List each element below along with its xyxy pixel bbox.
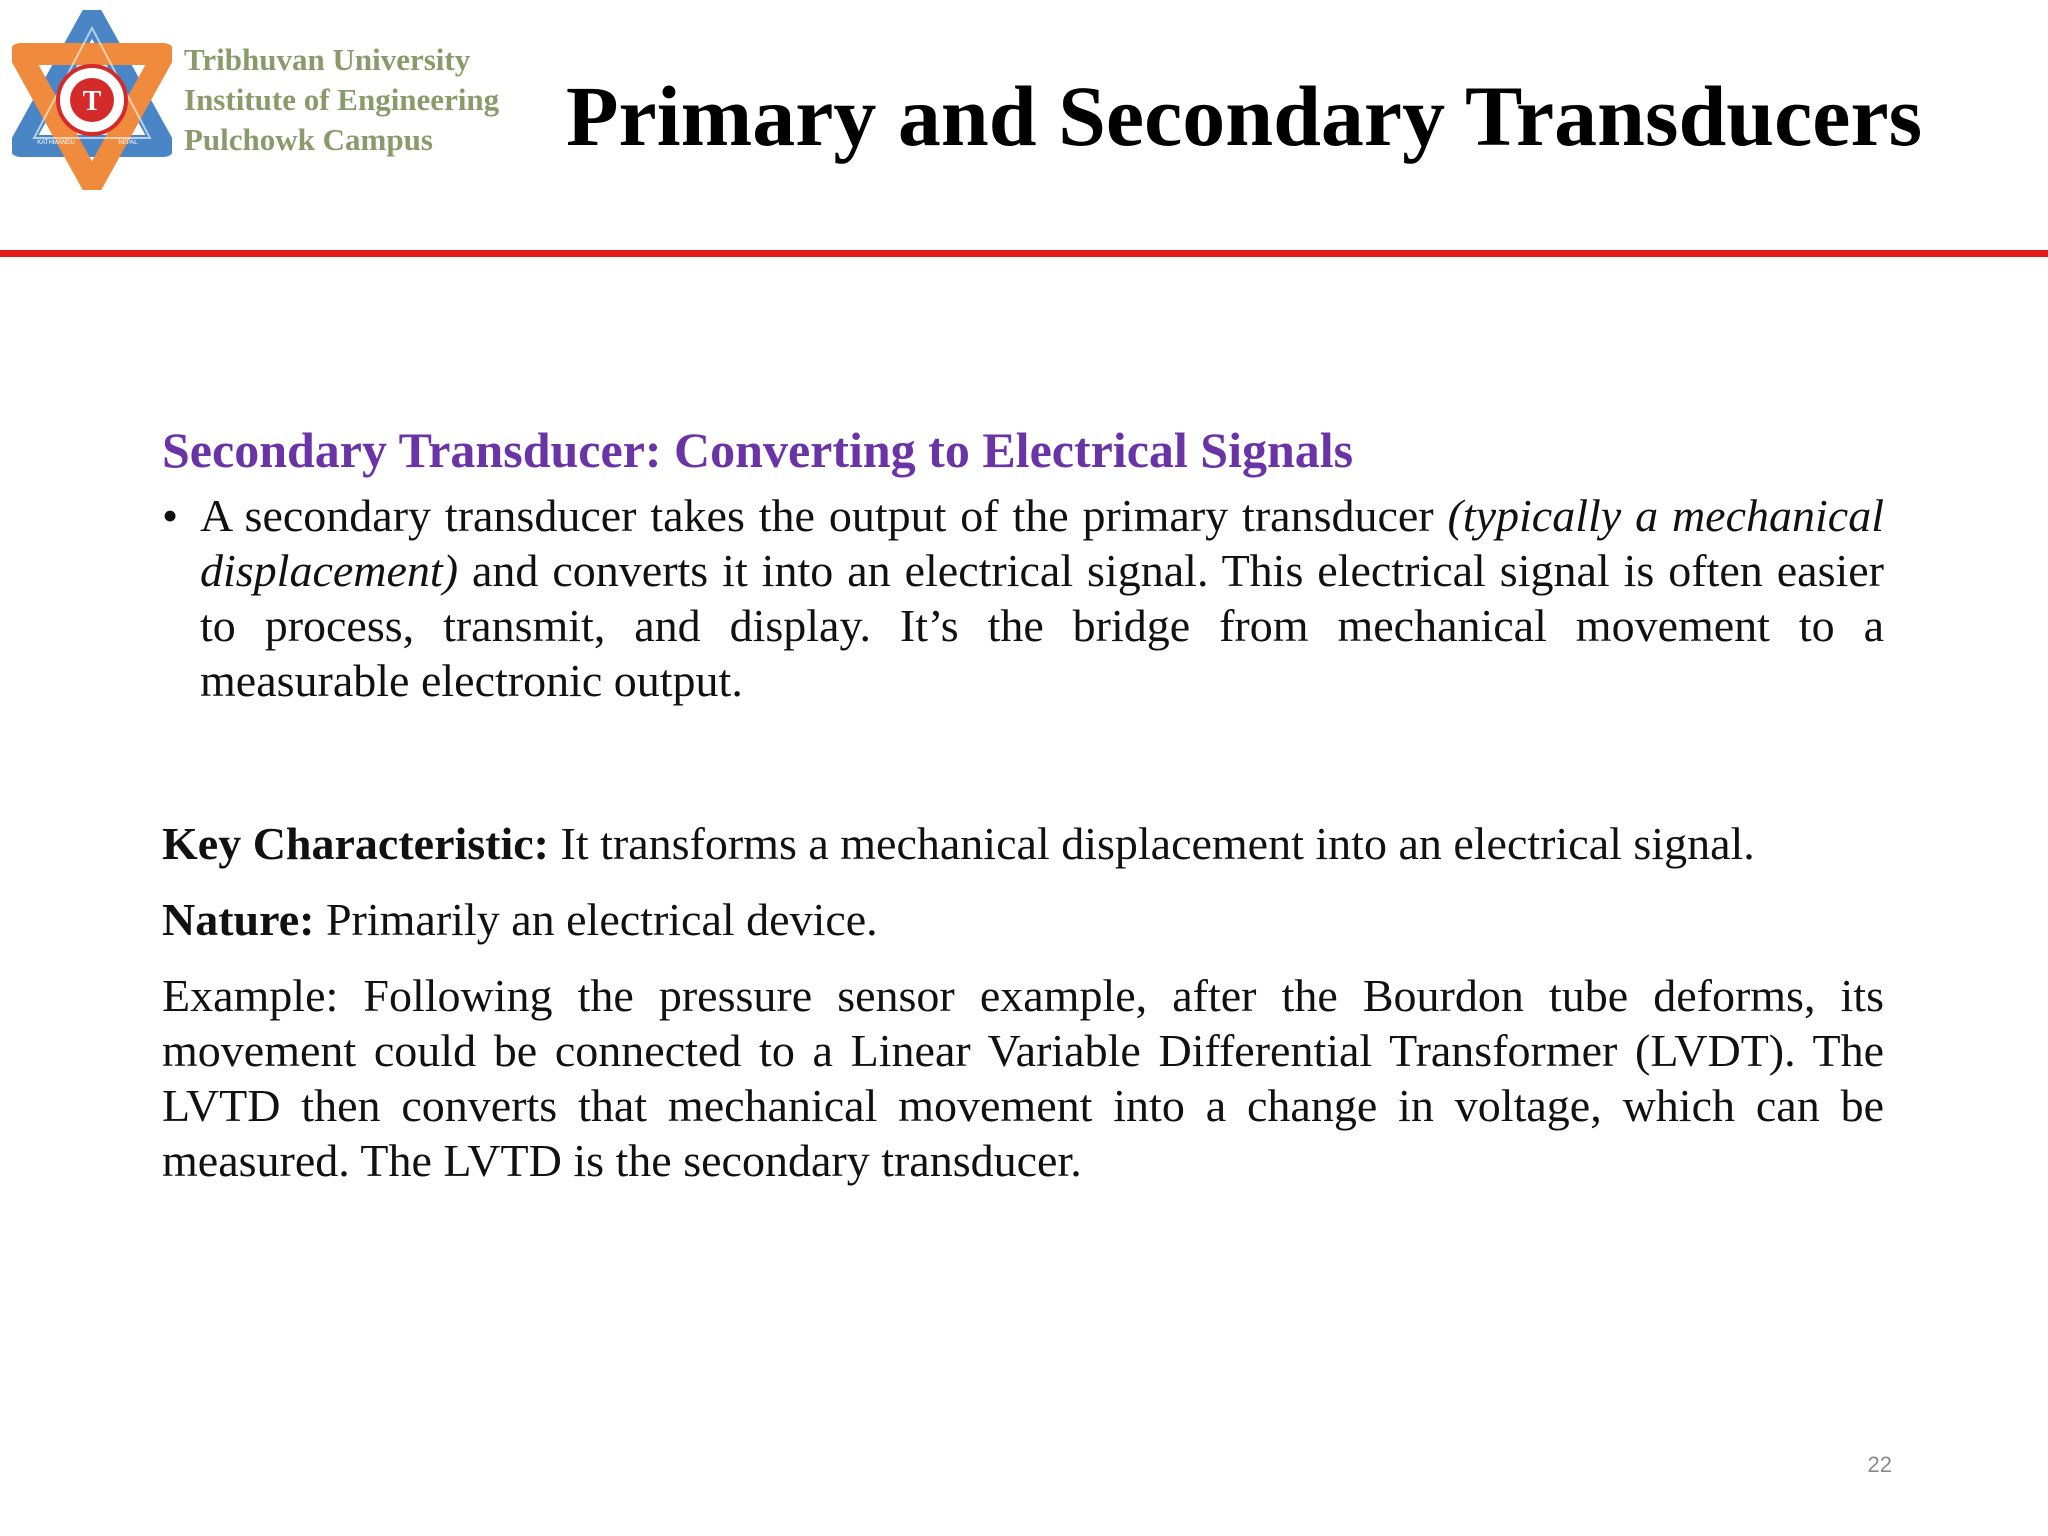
bullet-text-start: A secondary transducer takes the output of the primary transducer <box>200 490 1448 541</box>
logo-band-text-left: KATHMANDU <box>37 140 75 146</box>
slide-title: Primary and Secondary Transducers <box>566 68 1923 164</box>
bullet-text-end: and converts it into an electrical signal. This electrical signal is often easier to process, transmit, and display. It’s the bridge from mechanical movement to a measurable electronic output. <box>200 545 1884 706</box>
key-characteristic-label: Key Characteristic: <box>162 818 550 869</box>
bullet-marker: • <box>162 490 179 541</box>
slide-body <box>162 418 1884 1188</box>
institution-line-university: Tribhuvan University <box>184 42 471 77</box>
example-paragraph: Example: Following the pressure sensor example, after the Bourdon tube deforms, its movement could be connected to a Linear Variable Differential Transformer (LVDT). The LVTD then converts that mechanical movement into a change in voltage, which can be measured. The LVTD is the secondary transducer. <box>162 970 1884 1186</box>
nature-text: Primarily an electrical device. <box>314 894 878 945</box>
key-characteristic-text: It transforms a mechanical displacement into an electrical signal. <box>549 818 1755 869</box>
logo-band-text-right: NEPAL <box>118 140 138 146</box>
bullet-item <box>162 488 1884 708</box>
institution-line-institute: Institute of Engineering <box>184 82 500 117</box>
key-characteristic-paragraph <box>162 816 1884 871</box>
institution-name <box>184 40 499 160</box>
section-heading: Secondary Transducer: Converting to Electrical Signals <box>162 422 1354 478</box>
nature-paragraph <box>162 892 1884 947</box>
institution-line-campus: Pulchowk Campus <box>184 122 433 157</box>
logo-letter: T <box>82 86 102 117</box>
bullet-text-italic: (typically a mechanical displacement) <box>200 490 1884 596</box>
nature-label: Nature: <box>162 894 315 945</box>
title-divider <box>0 250 2048 257</box>
tribhuvan-university-emblem-icon <box>12 10 172 190</box>
page-number: 22 <box>1867 1452 1892 1477</box>
